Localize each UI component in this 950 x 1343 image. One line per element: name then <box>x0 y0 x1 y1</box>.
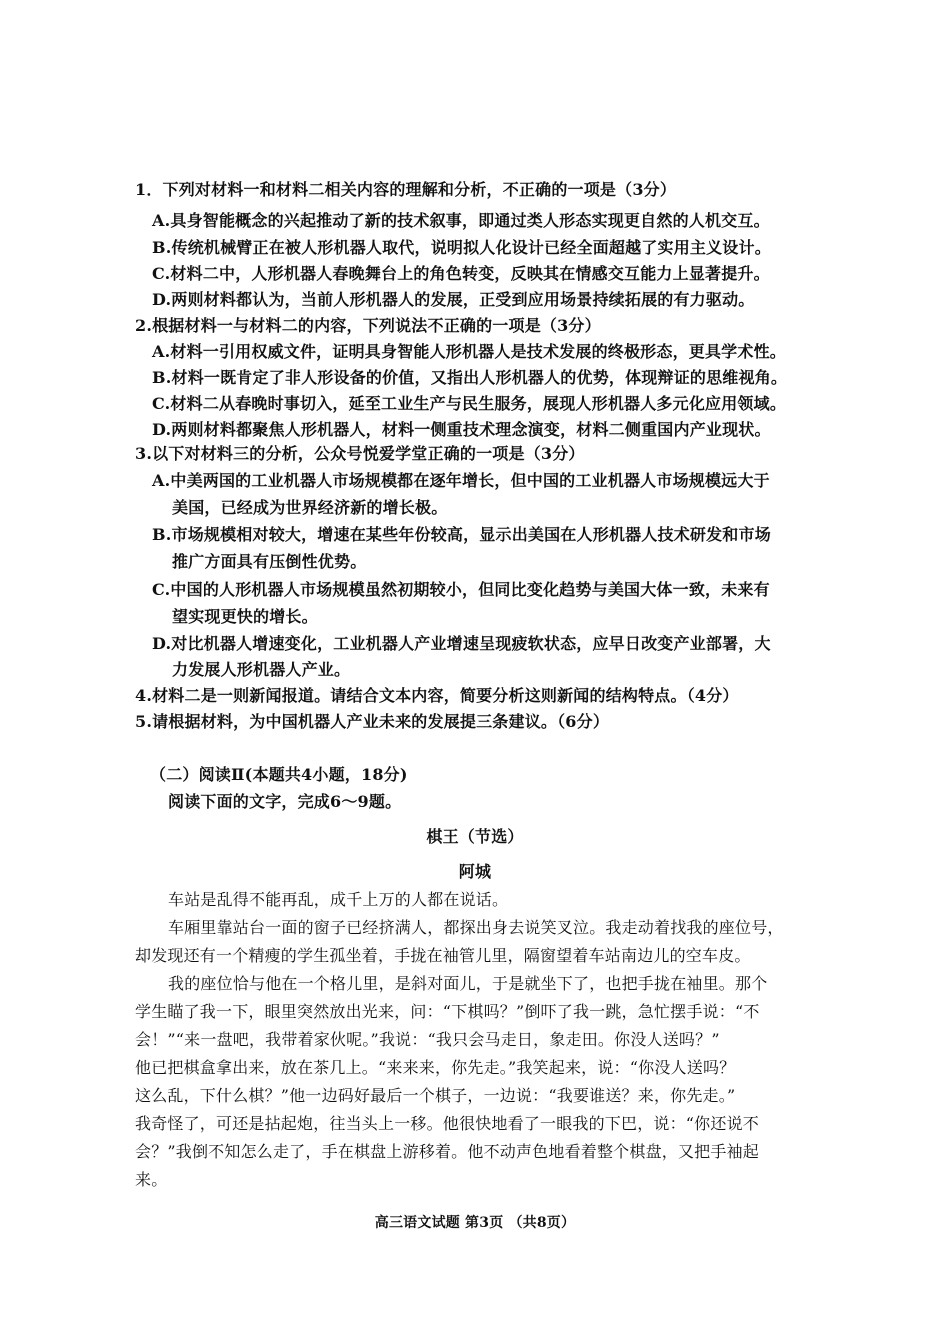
question-2-option-c: C.材料二从春晚时事切入，延至工业生产与民生服务，展现人形机器人多元化应用领域。 <box>152 394 787 413</box>
passage-author: 阿城 <box>458 862 492 881</box>
question-3-option-d: D.对比机器人增速变化，工业机器人产业增速呈现疲软状态，应早日改变产业部署，大 <box>152 634 771 653</box>
passage-line-3: 却发现还有一个精瘦的学生孤坐着，手拢在袖管儿里，隔窗望着车站南边儿的空车皮。 <box>135 946 751 965</box>
question-1-option-a: A.具身智能概念的兴起推动了新的技术叙事，即通过类人形态实现更自然的人机交互。 <box>152 211 770 230</box>
question-3-option-b: B.市场规模相对较大，增速在某些年份较高，显示出美国在人形机器人技术研发和市场 <box>152 525 771 544</box>
question-1-option-b: B.传统机械臂正在被人形机器人取代，说明拟人化设计已经全面超越了实用主义设计。 <box>152 238 771 257</box>
question-1-stem: 1．下列对材料一和材料二相关内容的理解和分析，不正确的一项是（3分） <box>135 180 677 199</box>
question-2-stem: 2.根据材料一与材料二的内容，下列说法不正确的一项是（3分） <box>135 316 601 335</box>
question-3-option-a: A.中美两国的工业机器人市场规模都在逐年增长，但中国的工业机器人市场规模远大于 <box>152 471 770 490</box>
passage-line-2: 车厢里靠站台一面的窗子已经挤满人，都探出身去说笑叉泣。我走动着找我的座位号， <box>168 918 784 937</box>
passage-line-4: 我的座位恰与他在一个格儿里，是斜对面儿，于是就坐下了，也把手拢在袖里。那个 <box>168 974 768 993</box>
passage-line-5: 学生瞄了我一下，眼里突然放出光来，问：“下棋吗？”倒吓了我一跳，急忙摆手说：“不 <box>135 1002 760 1021</box>
question-2-option-d: D.两则材料都聚焦人形机器人，材料一侧重技术理念演变，材料二侧重国内产业现状。 <box>152 420 771 439</box>
question-3-option-d-cont: 力发展人形机器人产业。 <box>172 660 351 679</box>
question-3-option-b-cont: 推广方面具有压倒性优势。 <box>172 552 367 571</box>
passage-line-8: 这么乱，下什么棋？”他一边码好最后一个棋子，一边说：“我要谁送？来，你先走。” <box>135 1086 736 1105</box>
page-footer: 高三语文试题 第3页 （共8页） <box>374 1215 576 1231</box>
question-2-option-b: B.材料一既肯定了非人形设备的价值，又指出人形机器人的优势，体现辩证的思维视角。 <box>152 368 788 387</box>
question-3-option-c-cont: 望实现更快的增长。 <box>172 607 318 626</box>
question-3-stem: 3.以下对材料三的分析，公众号悦爱学堂正确的一项是（3分） <box>135 444 585 463</box>
question-1-option-d: D.两则材料都认为，当前人形机器人的发展，正受到应用场景持续拓展的有力驱动。 <box>152 290 755 309</box>
passage-line-9: 我奇怪了，可还是拈起炮，往当头上一移。他很快地看了一眼我的下巴，说：“你还说不 <box>135 1114 759 1133</box>
question-2-option-a: A.材料一引用权威文件，证明具身智能人形机器人是技术发展的终极形态，更具学术性。 <box>152 342 786 361</box>
passage-line-7: 他已把棋盒拿出来，放在茶几上。“来来来，你先走。”我笑起来，说：“你没人送吗？ <box>135 1058 736 1077</box>
question-4-stem: 4.材料二是一则新闻报道。请结合文本内容，简要分析这则新闻的结构特点。（4分） <box>135 686 739 705</box>
question-5-stem: 5.请根据材料，为中国机器人产业未来的发展提三条建议。（6分） <box>135 712 610 731</box>
passage-line-10: 会？”我倒不知怎么走了，手在棋盘上游移着。他不动声色地看着整个棋盘，又把手袖起 <box>135 1142 759 1161</box>
passage-title: 棋王（节选） <box>426 827 524 846</box>
section-instruction: 阅读下面的文字，完成6～9题。 <box>168 792 402 811</box>
passage-line-6: 会！”“来一盘吧，我带着家伙呢。”我说：“我只会马走日，象走田。你没人送吗？” <box>135 1030 720 1049</box>
question-3-option-c: C.中国的人形机器人市场规模虽然初期较小，但同比变化趋势与美国大体一致，未来有 <box>152 580 770 599</box>
question-1-option-c: C.材料二中，人形机器人春晚舞台上的角色转变，反映其在情感交互能力上显著提升。 <box>152 264 770 283</box>
section-heading: （二）阅读Ⅱ(本题共4小题，18分) <box>150 765 408 784</box>
passage-line-11: 来。 <box>135 1170 168 1189</box>
question-3-option-a-cont: 美国，已经成为世界经济新的增长极。 <box>172 498 448 517</box>
passage-line-1: 车站是乱得不能再乱，成千上万的人都在说话。 <box>168 890 509 909</box>
